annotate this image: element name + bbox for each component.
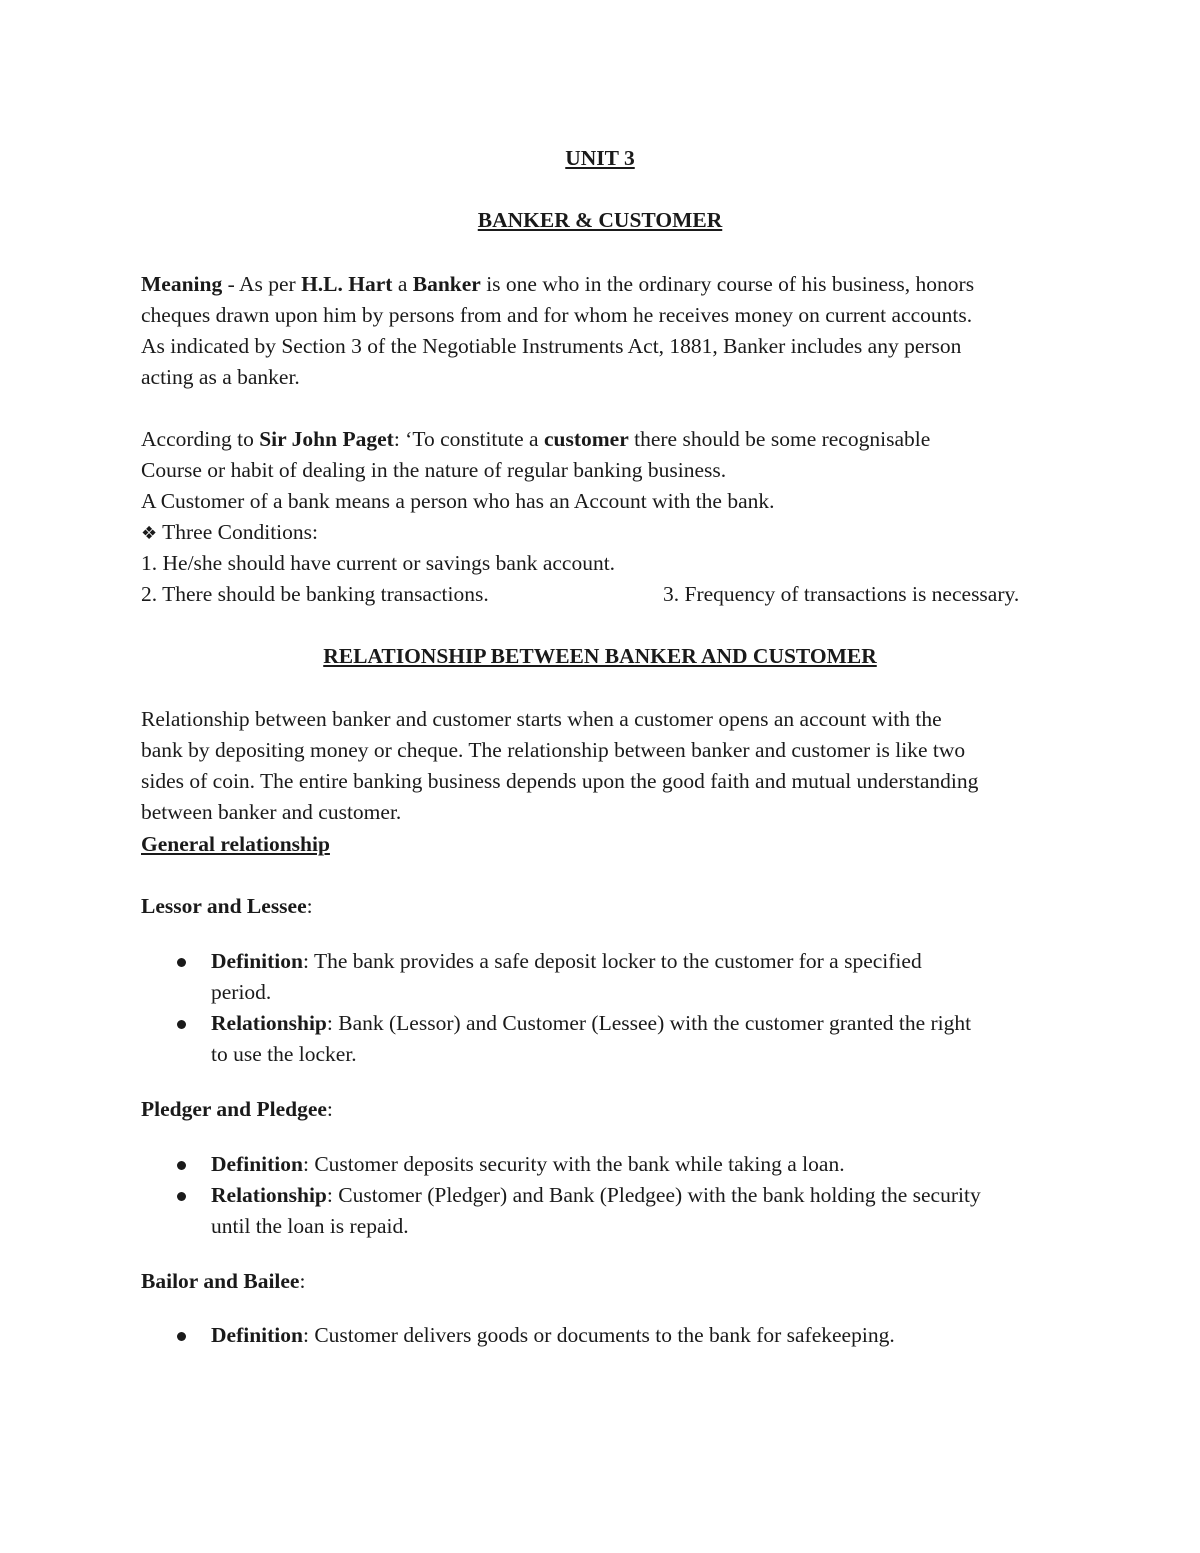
paget-line-3: A Customer of a bank means a person who has an Account with the bank.: [141, 489, 775, 513]
heading-banker-customer: BANKER & CUSTOMER: [477, 208, 723, 232]
sir-john-paget: Sir John Paget: [259, 427, 394, 451]
customer-term: customer: [543, 427, 629, 451]
pledger-relationship-line-2: until the loan is repaid.: [211, 1214, 409, 1238]
condition-1: 1. He/she should have current or savings bank account.: [141, 551, 616, 575]
bullet-icon: [177, 1332, 186, 1341]
meaning-line-4: acting as a banker.: [141, 365, 300, 389]
meaning-line-2: cheques drawn upon him by persons from and for whom he receives money on current accounts.: [141, 303, 973, 327]
lessor-heading: Lessor and Lessee:: [141, 894, 313, 918]
general-relationship-heading: General relationship: [141, 832, 330, 856]
lessor-definition-line-1: Definition: The bank provides a safe deposit locker to the customer for a specified: [211, 949, 922, 973]
bullet-icon: [177, 1192, 186, 1201]
lessor-definition-line-2: period.: [211, 980, 272, 1004]
pledger-definition-line-1: Definition: Customer deposits security with the bank while taking a loan.: [211, 1152, 845, 1176]
paget-line-2: Course or habit of dealing in the nature of regular banking business.: [141, 458, 727, 482]
meaning-label: Meaning: [141, 272, 223, 296]
three-conditions: ❖ Three Conditions:: [141, 520, 318, 544]
diamond-bullet-icon: ❖: [141, 523, 158, 544]
relationship-line-3: sides of coin. The entire banking business depends upon the good faith and mutual understanding: [141, 769, 979, 793]
relationship-line-1: Relationship between banker and customer starts when a customer opens an account with the: [141, 707, 942, 731]
meaning-line-1: Meaning - As per H.L. Hart a Banker is one who in the ordinary course of his business, honors: [141, 272, 975, 296]
pledger-relationship-line-1: Relationship: Customer (Pledger) and Bank (Pledgee) with the bank holding the security: [211, 1183, 981, 1207]
bailor-heading: Bailor and Bailee:: [141, 1269, 306, 1293]
bullet-icon: [177, 1020, 186, 1029]
heading-relationship: RELATIONSHIP BETWEEN BANKER AND CUSTOMER: [323, 644, 877, 668]
bullet-icon: [177, 958, 186, 967]
paget-line-1: According to Sir John Paget: ‘To constitute a customer there should be some recognisable: [141, 427, 931, 451]
unit-title: UNIT 3: [565, 146, 635, 170]
condition-2: 2. There should be banking transactions.: [141, 582, 489, 606]
relationship-line-2: bank by depositing money or cheque. The relationship between banker and customer is like two: [141, 738, 966, 762]
banker-term: Banker: [412, 272, 481, 296]
pledger-heading: Pledger and Pledgee:: [141, 1097, 333, 1121]
lessor-relationship-line-1: Relationship: Bank (Lessor) and Customer (Lessee) with the customer granted the right: [211, 1011, 972, 1035]
relationship-line-4: between banker and customer.: [141, 800, 402, 824]
bailor-definition-line-1: Definition: Customer delivers goods or documents to the bank for safekeeping.: [211, 1323, 895, 1347]
condition-3: 3. Frequency of transactions is necessary.: [663, 582, 1020, 606]
meaning-line-3: As indicated by Section 3 of the Negotiable Instruments Act, 1881, Banker includes any person: [141, 334, 962, 358]
bullet-icon: [177, 1161, 186, 1170]
hl-hart: H.L. Hart: [301, 272, 393, 296]
lessor-relationship-line-2: to use the locker.: [211, 1042, 357, 1066]
